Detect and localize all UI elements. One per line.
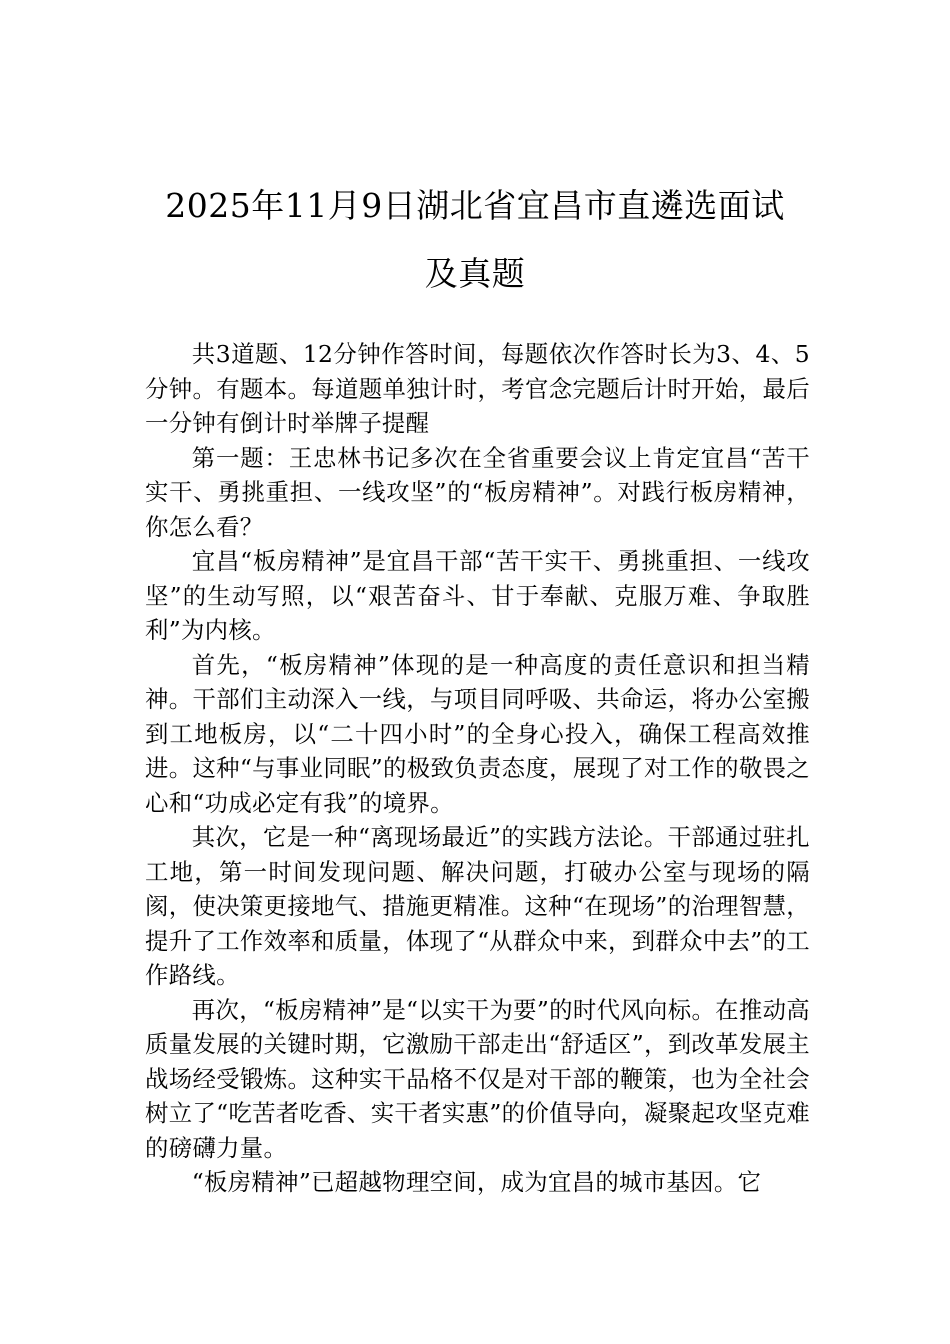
document-body [145,337,810,1200]
paragraph-answer-third: 再次，“板房精神”是“以实干为要”的时代风向标。在推动高质量发展的关键时期，它激励干部走出“舒适区”，到改革发展主战场经受锻炼。这种实干品格不仅是对干部的鞭策，也为全社会树立了“吃苦者吃香、实干者实惠”的价值导向，凝聚起攻坚克难的磅礴力量。 [145,995,810,1162]
title-line-1: 2025年11月9日湖北省宜昌市直遴选面试 [165,186,785,225]
paragraph-question-1: 第一题：王忠林书记多次在全省重要会议上肯定宜昌“苦干实干、勇挑重担、一线攻坚”的“板房精神”。对践行板房精神，你怎么看？ [145,443,810,541]
title-line-2: 及真题 [424,254,526,293]
paragraph-answer-overview: 宜昌“板房精神”是宜昌干部“苦干实干、勇挑重担、一线攻坚”的生动写照，以“艰苦奋斗、甘于奉献、克服万难、争取胜利”为内核。 [145,547,810,644]
paragraph-answer-first: 首先，“板房精神”体现的是一种高度的责任意识和担当精神。干部们主动深入一线，与项目同呼吸、共命运，将办公室搬到工地板房，以“二十四小时”的全身心投入，确保工程高效推进。这种“与事业同眠”的极致负责态度，展现了对工作的敬畏之心和“功成必定有我”的境界。 [145,650,810,817]
paragraph-answer-second: 其次，它是一种“离现场最近”的实践方法论。干部通过驻扎工地，第一时间发现问题、解决问题，打破办公室与现场的隔阂，使决策更接地气、措施更精准。这种“在现场”的治理智慧，提升了工作效率和质量，体现了“从群众中来，到群众中去”的工作路线。 [145,823,810,989]
paragraph-intro: 共3道题、12分钟作答时间，每题依次作答时长为3、4、5分钟。有题本。每道题单独计时，考官念完题后计时开始，最后一分钟有倒计时举牌子提醒 [145,340,810,437]
document-title [120,172,830,308]
paragraph-answer-conclusion: “板房精神”已超越物理空间，成为宜昌的城市基因。它 [191,1168,762,1196]
